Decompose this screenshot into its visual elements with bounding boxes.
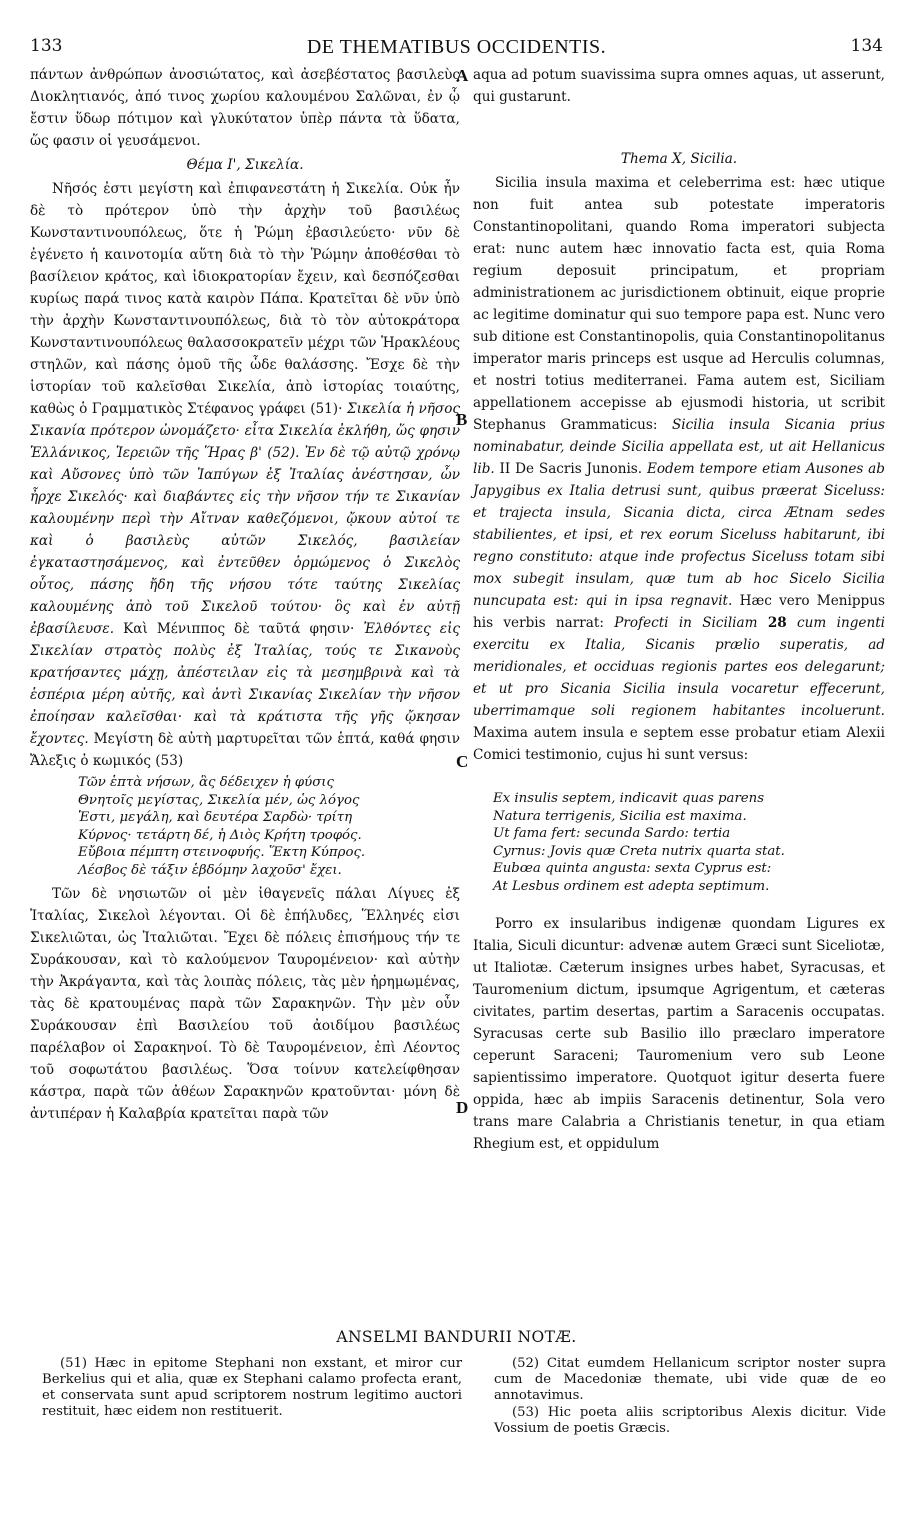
latin-verse-line: Ut fama fert: secunda Sardo: tertia xyxy=(493,826,731,841)
latin-paragraph-2: Porro ex insularibus indigenæ quondam Ligures ex Italia, Siculi dicuntur: advenæ autem Græci sunt Siceliotæ, ut Italiotæ. Cæterum insignes urbes habet, Syracusas, et Tauromenium dictum, ipsumque Agrigentum, et cæteras civitates, partim desertas, partim a Saracenis occupatas. Syracusas certe sub Basilio illo præclaro imperatore ceperunt Saraceni; Tauromenium vero sub Leone sapientissimo imperatore. Quotquot igitur deserta fuere oppida, hæc ab impiis Saracenis detinentur, Sola vero trans mare Calabria a Christianis tenetur, in qua etiam Rhegium est, et oppidulum xyxy=(473,916,885,1152)
greek-verse-line: Θνητοῖς μεγίστας, Σικελία μέν, ὡς λόγος xyxy=(78,792,360,808)
margin-marker-d: D xyxy=(456,1098,469,1117)
running-title: DE THEMATIBUS OCCIDENTIS. xyxy=(306,36,607,58)
notes-left-column xyxy=(42,1356,462,1421)
latin-text-1h: cum ingenti exercitu ex Italia, Sicanis prælio superatis, ad meridionales, et occiduas regionis partes eos delegarunt; et ut pro Sicania Sicilia insula vocaretur effecerunt, uberrimamque soli regionem habitantes incoluerunt. xyxy=(473,615,886,719)
margin-marker-b: B xyxy=(456,410,468,429)
notes-right-column xyxy=(494,1356,886,1438)
margin-marker-a: A xyxy=(456,66,469,85)
latin-heading: Thema X, Sicilia. xyxy=(620,151,738,167)
greek-intro: πάντων ἀνθρώπων ἀνοσιώτατος, καὶ ἀσεβέστατος βασιλεὺς Διοκλητιανός, ἀπό τινος χωρίου καλουμένου Σαλῶναι, ἐν ᾧ ἔστιν ὕδωρ πότιμον καὶ γλυκύτατον ὑπὲρ πάντα τὰ ὕδατα, ὥς φασιν οἱ γευσάμενοι. xyxy=(30,67,460,149)
latin-text-1i: Maxima autem insula e septem esse probatur etiam Alexii Comici testimonio, cujus hi sunt versus: xyxy=(473,725,885,763)
latin-intro: aqua ad potum suavissima supra omnes aquas, ut asserunt, qui gustarunt. xyxy=(473,67,885,105)
greek-column xyxy=(30,64,460,1125)
latin-paragraph-1 xyxy=(473,172,885,766)
greek-text-1c: Καὶ Μένιππος δὲ ταῦτά φησιν· xyxy=(123,621,355,637)
footnote-51: (51) Hæc in epitome Stephani non exstant, et miror cur Berkelius qui et alia, quæ ex Stephani calamo profecta erant, et conservata sunt apud scriptorem nostrum legitimo auctori restituit, hæc eidem non restituerit. xyxy=(42,1356,462,1419)
latin-text-1f: Profecti in Siciliam xyxy=(614,615,758,631)
latin-text-1c: II De Sacris Junonis. xyxy=(499,461,643,477)
page-number-right: 134 xyxy=(850,36,883,56)
footnote-52: (52) Citat eumdem Hellanicum scriptor noster supra cum de Macedoniæ themate, ubi vide quæ de eo annotavimus. xyxy=(494,1356,886,1403)
greek-heading: Θέμα Ι', Σικελία. xyxy=(186,157,304,173)
greek-paragraph-2: Τῶν δὲ νησιωτῶν οἱ μὲν ἰθαγενεῖς πάλαι Λίγυες ἐξ Ἰταλίας, Σικελοὶ λέγονται. Οἱ δὲ ἐπήλυδες, Ἕλληνές εἰσι Σικελιῶται, ὡς Ἰταλιῶται. Ἔχει δὲ πόλεις ἐπισήμους τήν τε Συράκουσαν, καὶ τὸ καλούμενον Ταυρομένειον· καὶ αὐτὴν τὴν Ἀκράγαντα, καὶ τὰς λοιπὰς πόλεις, τὰς μὲν ἠρημωμένας, τὰς δὲ κρατουμένας παρὰ τῶν Σαρακηνῶν. Τὴν μὲν οὖν Συράκουσαν ἐπὶ Βασιλείου τοῦ ἀοιδίμου βασιλέως παρέλαβον οἱ Σαρακηνοί. Τὸ δὲ Ταυρομένειον, ἐπὶ Λέοντος τοῦ σοφωτάτου βασιλέως. Ὅσα τοίνυν κατελείφθησαν κάστρα, παρὰ τῶν ἀθέων Σαρακηνῶν κρατοῦνται· μόνη δὲ ἀντιπέραν ἡ Καλαβρία κρατεῖται παρὰ τῶν xyxy=(30,886,460,1122)
latin-text-1d: Eodem tempore etiam Ausones ab Japygibus ex Italia detrusi sunt, quibus præerat Siceluss: et trajecta insula, Sicania dicta, circa Ætnam sedes stabilientes, et ipsi, et rex eorum Siceluss habitarunt, ibi regno constituto: atque inde profectus Siceluss totam sibi mox subegit insulam, quæ tum ab hoc Sicelo Sicilia nuncupata est: qui in ipsa regnavit. xyxy=(473,461,885,609)
latin-verse-line: Eubœa quinta angusta: sexta Cyprus est: xyxy=(493,861,772,876)
greek-paragraph-1 xyxy=(30,178,460,772)
latin-verse xyxy=(473,790,885,895)
greek-verse-line: Λέσβος δὲ τάξιν ἑβδόμην λαχοῦσ' ἔχει. xyxy=(78,862,342,878)
footnote-53: (53) Hic poeta aliis scriptoribus Alexis dicitur. Vide Vossium de poetis Græcis. xyxy=(494,1405,886,1436)
greek-text-1d: Ἐλθόντες εἰς Σικελίαν στρατὸς πολὺς ἐξ Ἰταλίας, τούς τε Σικανοὺς κρατήσαντες μάχῃ, ἀπέστειλαν εἰς τὰ μεσημβρινὰ καὶ τὰ ἑσπέρια μέρη αὐτῆς, καὶ ἀντὶ Σικανίας Σικελίαν τὴν νῆσον ἐποίησαν καλεῖσθαι· καὶ τὰ κράτιστα τῆς γῆς ᾤκησαν ἔχοντες. xyxy=(30,621,461,747)
greek-verse-line: Κύρνος· τετάρτη δέ, ἡ Διὸς Κρήτη τροφός. xyxy=(78,827,362,843)
greek-text-1a: Νῆσός ἐστι μεγίστη καὶ ἐπιφανεστάτη ἡ Σικελία. Οὐκ ἦν δὲ τὸ πρότερον ὑπὸ τὴν ἀρχὴν τοῦ βασιλέως Κωνσταντινουπόλεως, ὅτε ἡ Ῥώμη ἐβασιλεύετο· νῦν δὲ ἐγένετο ἡ καινοτομία αὕτη διὰ τὸ τὴν Ῥώμην ἀποθέσθαι τὸ βασίλειον κράτος, καὶ ἰδιοκρατορίαν ἔχειν, καὶ δεσπόζεσθαι κυρίως παρά τινος κατὰ καιρὸν Πάπα. Κρατεῖται δὲ νῦν ὑπὸ τὴν ἀρχὴν Κωνσταντινουπόλεως, διὰ τὸ τὸν αὐτοκράτορα Κωνσταντινουπόλεως θαλασσοκρατεῖν μέχρι τῶν Ἡρακλέους στηλῶν, καὶ πάσης ὁμοῦ τῆς ὧδε θαλάσσης. Ἔσχε δὲ τὴν ἱστορίαν τοῦ καλεῖσθαι Σικελία, ἀπὸ ἱστορίας τοιαύτης, καθὼς ὁ Γραμματικὸς Στέφανος γράφει (51)· xyxy=(30,181,460,417)
margin-marker-c: C xyxy=(456,752,469,771)
greek-verse-line: Εὔβοια πέμπτη στεινοφυής. Ἕκτη Κύπρος. xyxy=(78,845,366,860)
section-number: 28 xyxy=(767,615,787,631)
page-header xyxy=(30,36,883,62)
greek-text-1b: Σικελία ἡ νῆσος Σικανία πρότερον ὠνομάζετο· εἶτα Σικελία ἐκλήθη, ὥς φησιν Ἑλλάνικος, Ἱερειῶν τῆς Ἥρας β' (52). Ἐν δὲ τῷ αὐτῷ χρόνῳ καὶ Αὔσονες ὑπὸ τῶν Ἰαπύγων ἐξ Ἰταλίας ἀνέστησαν, ὧν ἦρχε Σικελός· καὶ διαβάντες εἰς τὴν νῆσον τήν τε Σικανίαν καλουμένην περὶ τὴν Αἴτναν καθεζόμενοι, ᾤκουν αὐτοί τε καὶ ὁ βασιλεὺς αὐτῶν Σικελός, βασιλείαν ἐγκαταστησάμενος, καὶ ἐντεῦθεν ὁρμώμενος ὁ Σικελὸς οὗτος, πάσης ἤδη τῆς νήσου τότε ταύτης Σικελίας καλουμένης ἀπὸ τοῦ Σικελοῦ τούτου· ὃς καὶ ἐν αὐτῇ ἐβασίλευσε. xyxy=(30,401,461,637)
greek-verse xyxy=(30,774,460,879)
greek-verse-line: Τῶν ἑπτὰ νήσων, ἃς δέδειχεν ἡ φύσις xyxy=(78,775,334,790)
latin-column xyxy=(473,64,885,1155)
latin-verse-line: Cyrnus: Jovis quæ Creta nutrix quarta stat. xyxy=(493,843,785,859)
latin-verse-line: Ex insulis septem, indicavit quas parens xyxy=(493,791,765,806)
latin-verse-line: At Lesbus ordinem est adepta septimum. xyxy=(493,878,770,894)
notes-title: ANSELMI BANDURII NOTÆ. xyxy=(336,1328,577,1346)
greek-text-1e: Μεγίστη δὲ αὐτὴ μαρτυρεῖται τῶν ἑπτά, καθά φησιν Ἄλεξις ὁ κωμικός (53) xyxy=(30,731,460,769)
latin-text-1e: Hæc vero Menippus his verbis narrat: xyxy=(473,593,885,631)
latin-text-1a: Sicilia insula maxima et celeberrima est: hæc utique non fuit antea sub potestate imperatoris Constantinopolitani, quando Roma imperatori subjecta erat: nunc autem hæc innovatio facta est, quia Roma regium deposuit principatum, et propriam administrationem ac jurisdictionem obtinuit, eique proprie ac legitime dominatur qui suo tempore papa est. Nunc vero sub ditione est Constantinopolis, quia Constantinopolitanus imperator maris princeps est usque ad Herculis columnas, et nostri totius mediterranei. Fama autem est, Siciliam appellationem accepisse ab ejusmodi historia, ut scribit Stephanus Grammaticus: xyxy=(473,175,885,433)
page-number-left: 133 xyxy=(30,36,63,56)
latin-text-1b: Sicilia insula Sicania prius nominabatur, deinde Sicilia appellata est, ut ait Hellanicus lib. xyxy=(473,417,885,477)
latin-verse-line: Natura terrigenis, Sicilia est maxima. xyxy=(493,808,747,824)
greek-verse-line: Ἐστι, μεγάλη, καὶ δευτέρα Σαρδὼ· τρίτη xyxy=(78,810,353,825)
